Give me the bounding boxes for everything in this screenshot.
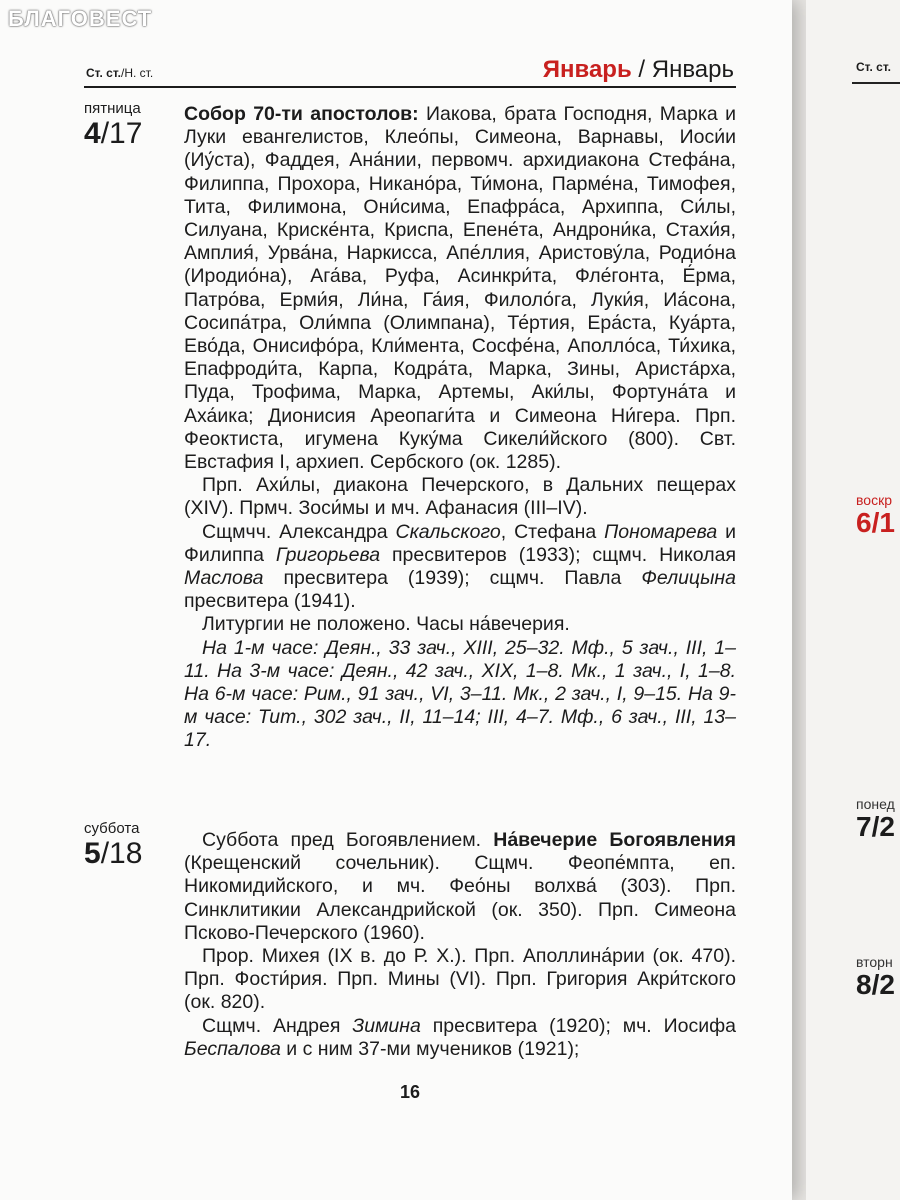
day-entry-saturday — [184, 829, 736, 1061]
paragraph-feast: Суббота пред Богоявлением. На́вечерие Богоявления (Крещенский сочельник). Сщмч. Феопе́мпта, еп. Никомидийского, и мч. Фео́ны волхва́ (303). Прп. Синклитикии Александрийской (ок. 350). Прп. Симеона Псково-Печерского (1960). — [184, 829, 736, 944]
style-label: Ст. ст./Н. ст. — [86, 66, 154, 80]
right-day-tuesday: вторн 8/2 — [856, 954, 895, 1000]
right-day-sunday: воскр 6/1 — [856, 492, 895, 538]
month-new-style: Январь — [651, 56, 734, 83]
page-number: 16 — [399, 1082, 421, 1102]
day-entry-friday — [184, 103, 736, 753]
paragraph-saints: Собор 70-ти апостолов: Иакова, брата Господня, Марка и Луки евангелистов, Клео́пы, Симеона, Варнавы, Иоси́и (Иу́ста), Фаддея, Ана́нии, первомч. архидиакона Стефа́на, Филиппа, Прохора, Никано́ра, Ти́мона, Парме́на, Тимофея, Тита, Филимона, Они́сима, Епафра́са, Архиппа, Си́лы, Силуана, Криске́нта, Криспа, Епене́та, Андрони́ка, Стахи́я, Амплия́, Урва́на, Наркисса, Апе́ллия, Аристову́ла, Родио́на (Иродио́на), Ага́ва, Руфа, Асинкри́та, Фле́гонта, Е́рма, Патро́ва, Ерми́я, Ли́на, Га́ия, Филоло́га, Луки́я, Иа́сона, Сосипа́тра, Оли́мпа (Олимпана), Те́ртия, Ера́ста, Куа́рта, Ево́да, Онисифо́ра, Кли́мента, Сосфе́на, Аполло́са, Ти́хика, Епафроди́та, Карпа, Кодра́та, Марка, Зины, Аристáрха, Пуда, Трофима, Марка, Артемы, Аки́лы, Фортуна́та и Аха́ика; Дионисия Ареопаги́та и Симеона Ни́гера. Прп. Феоктиста, игумена Куку́ма Сикели́йского (800). Свт. Евстафия I, архиеп. Сербского (ок. 1285). — [184, 103, 736, 474]
paragraph-martyrs: Сщмч. Андрея Зимина пресвитера (1920); мч. Иосифа Беспалова и с ним 37-ми мучеников (1921); — [184, 1014, 736, 1060]
paragraph-liturgy-note: Литургии не положено. Часы на́вечерия. — [202, 613, 570, 636]
date-label: 5/18 — [84, 837, 143, 870]
month-title: Январь / Январь — [542, 56, 734, 83]
header-rule — [84, 86, 736, 88]
right-page-header: Ст. ст. — [856, 60, 891, 74]
right-day-monday: понед 7/2 — [856, 796, 895, 842]
month-old-style: Январь — [542, 56, 632, 83]
right-page-edge — [806, 0, 900, 1200]
day-heading-friday — [84, 100, 142, 150]
page-header — [86, 54, 734, 86]
paragraph-readings: На 1-м часе: Деян., 33 зач., XIII, 25–32. Мф., 5 зач., III, 1–11. На 3-м часе: Деян., 42 зач., XIX, 1–8. Мк., 1 зач., I, 1–8. На 6-м часе: Рим., 91 зач., VI, 3–11. Мк., 2 зач., I, 9–15. На 9-м часе: Тит., 302 зач., II, 11–14; III, 4–7. Мф., 6 зач., III, 13–17. — [184, 636, 736, 752]
date-label: 4/17 — [84, 117, 143, 150]
paragraph-martyrs: Сщмчч. Александра Скальского, Стефана Пономарева и Филиппа Григорьева пресвитеров (1933); сщмч. Николая Маслова пресвитера (1939); сщмч. Павла Фелицына пресвитера (1941). — [184, 520, 737, 613]
weekday-label: пятница — [84, 100, 141, 117]
weekday-label: суббота — [84, 820, 140, 837]
right-header-rule — [852, 82, 900, 84]
day-heading-saturday — [84, 820, 142, 870]
paragraph-saints-2: Прор. Михея (IX в. до Р. Х.). Прп. Аполлина́рии (ок. 470). Прп. Фости́рия. Прп. Мины (VI). Прп. Григория Акри́тского (ок. 820). — [184, 945, 736, 1014]
paragraph-saints-2: Прп. Ахи́лы, диакона Печерского, в Дальних пещерах (XIV). Прмч. Зоси́мы и мч. Афанасия (III–IV). — [184, 474, 736, 520]
publisher-watermark: БЛАГОВЕСТ — [8, 6, 153, 31]
